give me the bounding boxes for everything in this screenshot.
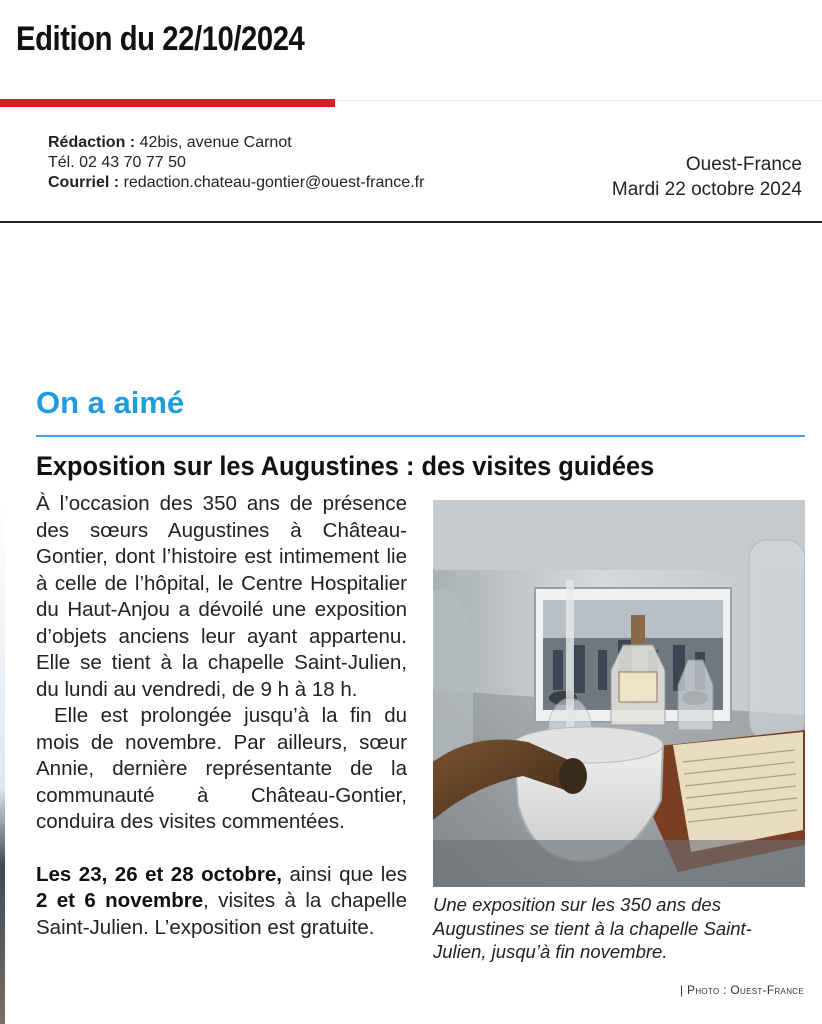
article-headline: Exposition sur les Augustines : des visites guidées [36,451,655,481]
paragraph-2: Elle est prolongée jusqu’à la fin du mois de novembre. Par ailleurs, sœur Annie, dernière représentante de la communauté à Château-Gontier, conduira des visites commentées. [36,704,407,833]
photo-credit [680,983,804,997]
email-line [48,173,424,193]
rubric-divider [36,435,805,437]
dates-november: 2 et 6 novembre [36,889,204,912]
redaction-line [48,133,424,153]
article-body [36,491,407,941]
exhibition-photo-illustration [433,500,805,887]
paragraph-3 [36,862,407,942]
courriel-address: redaction.chateau-gontier@ouest-france.fr [119,174,425,191]
credit-prefix: | [679,983,688,997]
edition-title: Edition du 22/10/2024 [16,20,305,58]
courriel-label: Courriel : [48,174,120,191]
publication-date: Mardi 22 octobre 2024 [611,179,802,200]
masthead-publication [612,152,802,202]
masthead-divider [0,221,822,223]
dates-october: Les 23, 26 et 28 octobre, [36,862,282,886]
credit-text: Photo : Ouest-France [687,983,804,997]
phone-line: Tél. 02 43 70 77 50 [48,154,186,171]
paragraph-3-text-a: ainsi que les [281,862,407,886]
redaction-label: Rédaction : [48,134,136,151]
rubric-title: On a aimé [36,385,185,420]
divider [335,100,822,101]
masthead-contact [48,133,424,193]
adjacent-image-edge [0,498,5,1024]
newspaper-name: Ouest-France [685,154,802,175]
redaction-address: 42bis, avenue Carnot [135,134,292,151]
photo-caption: Une exposition sur les 350 ans des Augustines se tient à la chapelle Saint-Julien, jusqu’à fin novembre. [433,894,752,962]
accent-bar [0,99,335,107]
article-photo [433,500,805,887]
paragraph-3-text-b: , visites à la chapelle Saint-Julien. L’exposition est gratuite. [36,889,408,939]
paragraph-1: À l’occasion des 350 ans de présence des sœurs Augustines à Château-Gontier, dont l’histoire est intimement lie à celle de l’hôpital, le Centre Hospitalier du Haut-Anjou a dévoilé une exposition d’objets anciens leur ayant appartenu. Elle se tient à la chapelle Saint-Julien, du lundi au vendredi, de 9 h à 18 h. [36,492,407,701]
